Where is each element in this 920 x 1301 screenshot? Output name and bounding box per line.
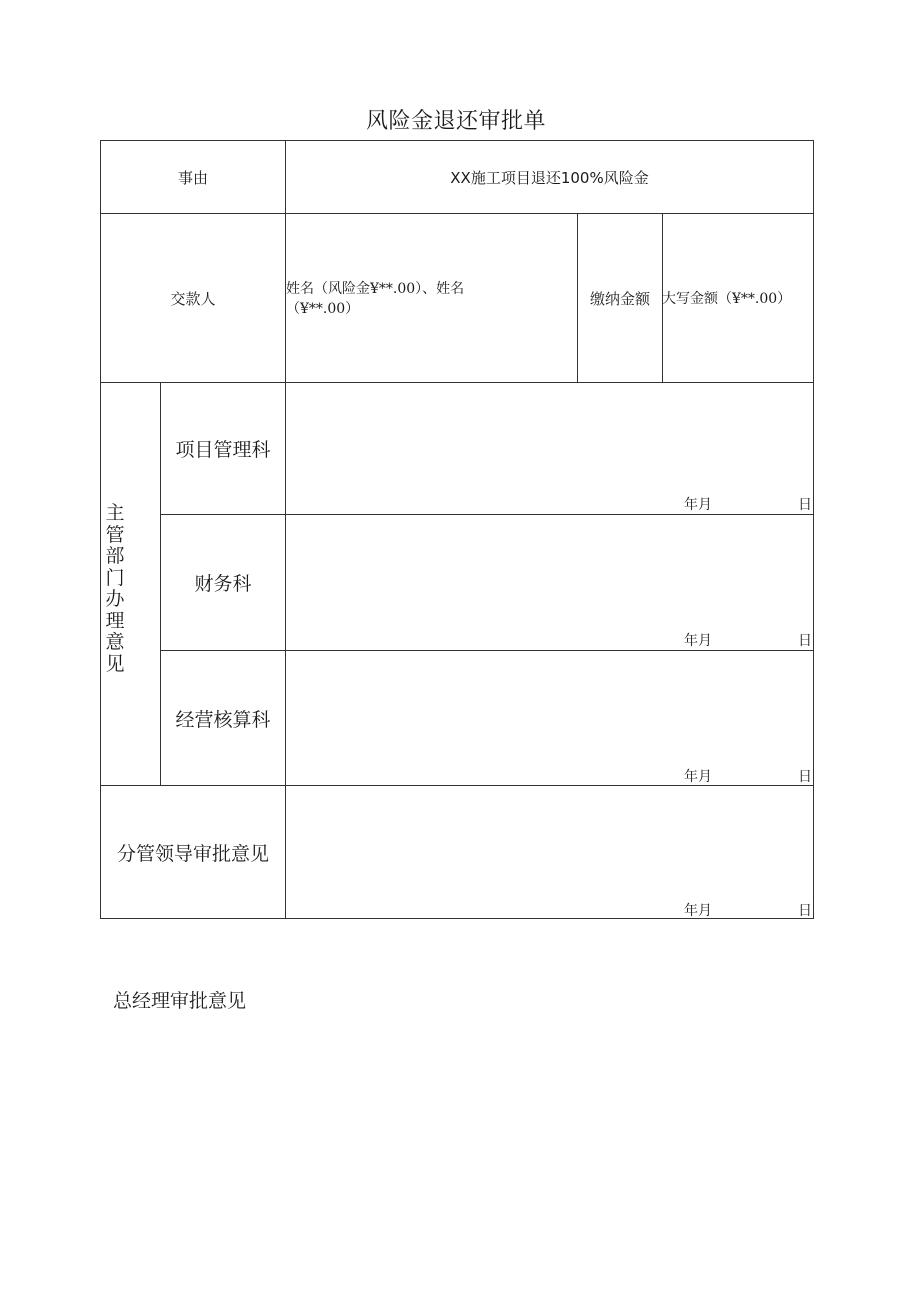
payer-label: 交款人 [170,289,216,308]
payer-names: 姓名（风险金¥**.00）、姓名（¥**.00） [286,281,465,317]
dept-opinion-cell[interactable] [285,650,814,786]
dept-group-label: 主管部门办理意见 [105,502,125,675]
date-year-month: 年月 [684,633,712,649]
date-year-month: 年月 [684,497,712,513]
dept-label-cell [160,514,286,651]
dept-project-management-label: 项目管理科 [175,439,271,461]
gm-opinion-label: 总经理审批意见 [113,990,247,1012]
leader-label: 分管领导审批意见 [116,842,269,865]
dept-opinion-cell[interactable] [285,514,814,651]
date-day: 日 [798,497,812,513]
dept-finance-label: 财务科 [194,573,252,595]
date-year-month: 年月 [684,903,712,919]
amount-label-cell [577,213,663,383]
date-day: 日 [798,769,812,785]
reason-value: XX施工项目退还100%风险金 [450,168,649,187]
reason-label-cell [100,140,286,214]
date-day: 日 [798,903,812,919]
amount-value: 大写金额（¥**.00） [662,291,792,307]
dept-opinion-cell[interactable] [285,382,814,515]
leader-label-cell [100,785,286,919]
leader-opinion-cell[interactable] [285,785,814,919]
date-year-month: 年月 [684,769,712,785]
date-day: 日 [798,633,812,649]
reason-label: 事由 [177,168,208,187]
reason-value-cell [285,140,814,214]
dept-label-cell [160,382,286,515]
amount-label: 缴纳金额 [589,289,650,308]
dept-label-cell [160,650,286,786]
dept-accounting-label: 经营核算科 [175,708,271,731]
payer-label-cell [100,213,286,383]
form-title: 风险金退还审批单 [365,109,546,134]
